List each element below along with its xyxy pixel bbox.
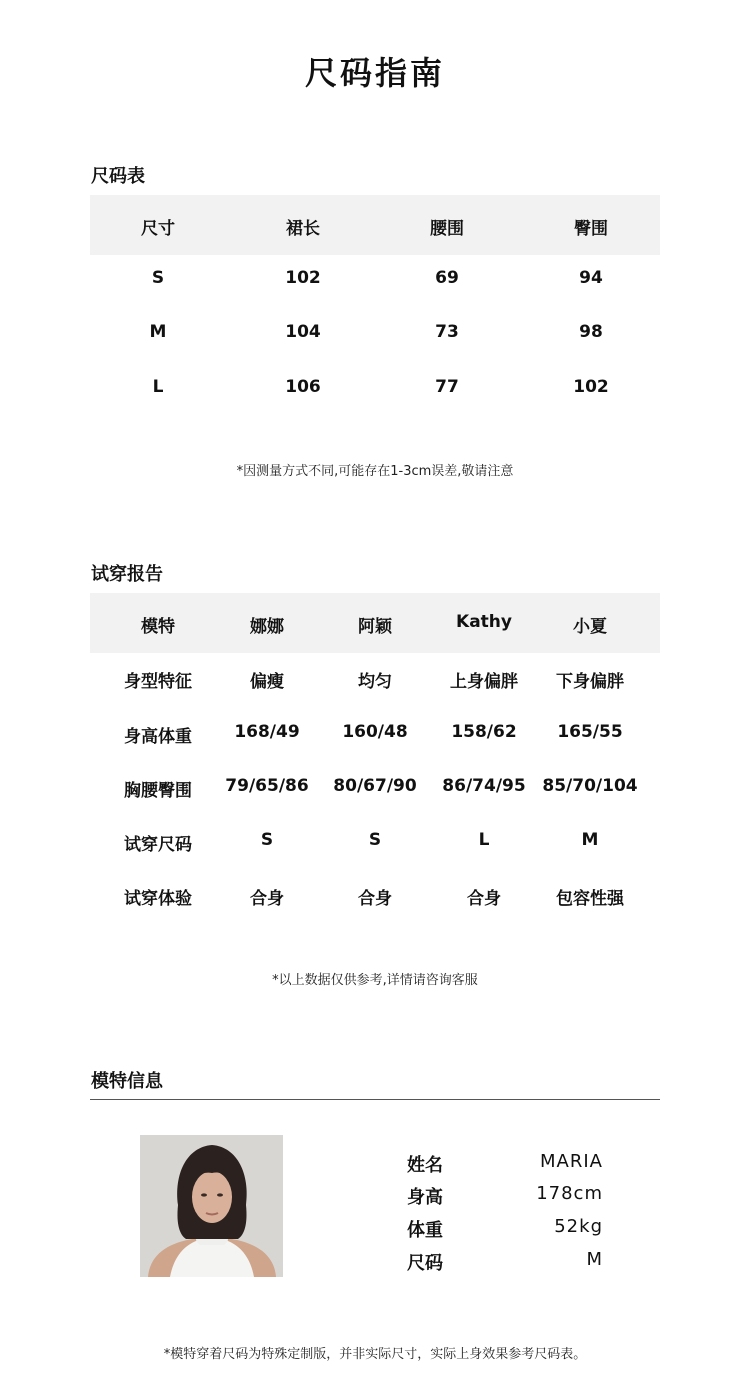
model-field-value: 178cm xyxy=(536,1183,603,1204)
size-chart-cell: 106 xyxy=(285,377,321,397)
size-chart-cell: 102 xyxy=(285,268,321,288)
fit-report-title: 试穿报告 xyxy=(91,564,163,585)
model-field-value: MARIA xyxy=(540,1151,603,1172)
fit-report-cell: 合身 xyxy=(358,889,392,909)
size-chart-cell: 104 xyxy=(285,322,321,342)
fit-report-cell: S xyxy=(368,830,382,850)
fit-report-cell: M xyxy=(581,830,599,850)
size-chart-title: 尺码表 xyxy=(91,166,145,187)
fit-report-header-cell: Kathy xyxy=(456,612,512,632)
size-chart-cell: M xyxy=(149,322,167,342)
fit-report-cell: 158/62 xyxy=(451,722,517,742)
size-chart-cell: S xyxy=(151,268,165,288)
size-chart-cell: 69 xyxy=(435,268,459,288)
size-chart-cell: 73 xyxy=(435,322,459,342)
fit-report-cell: S xyxy=(260,830,274,850)
fit-report-cell: 包容性强 xyxy=(556,889,624,909)
fit-report-cell: 160/48 xyxy=(342,722,408,742)
fit-report-header-cell: 娜娜 xyxy=(250,617,284,637)
fit-report-cell: 偏瘦 xyxy=(250,672,284,692)
model-info-note: *模特穿着尺码为特殊定制版，并非实际尺寸，实际上身效果参考尺码表。 xyxy=(163,1347,587,1362)
model-field-value: M xyxy=(586,1249,603,1270)
fit-report-cell: 86/74/95 xyxy=(442,776,526,796)
fit-report-cell: 试穿体验 xyxy=(124,889,192,909)
fit-report-header-cell: 模特 xyxy=(141,617,175,637)
size-chart-cell: L xyxy=(152,377,164,397)
size-chart-header-cell: 臀围 xyxy=(574,219,608,239)
size-chart-header-cell: 尺寸 xyxy=(141,219,175,239)
fit-report-cell: 79/65/86 xyxy=(225,776,309,796)
fit-report-cell: 上身偏胖 xyxy=(450,672,518,692)
fit-report-cell: 165/55 xyxy=(557,722,623,742)
fit-report-cell: 85/70/104 xyxy=(542,776,638,796)
size-chart-cell: 102 xyxy=(573,377,609,397)
fit-report-header-cell: 小夏 xyxy=(573,617,607,637)
fit-report-cell: 168/49 xyxy=(234,722,300,742)
model-portrait-image xyxy=(140,1135,283,1277)
size-chart-header-cell: 腰围 xyxy=(430,219,464,239)
size-chart-cell: 94 xyxy=(579,268,603,288)
size-chart-header-cell: 裙长 xyxy=(286,219,320,239)
fit-report-header-cell: 阿颖 xyxy=(358,617,392,637)
size-chart-cell: 98 xyxy=(579,322,603,342)
fit-report-cell: 合身 xyxy=(250,889,284,909)
fit-report-cell: 胸腰臀围 xyxy=(124,781,192,801)
fit-report-cell: 下身偏胖 xyxy=(556,672,624,692)
fit-report-cell: 身型特征 xyxy=(124,672,192,692)
fit-report-note: *以上数据仅供参考,详情请咨询客服 xyxy=(272,973,478,988)
fit-report-cell: 试穿尺码 xyxy=(124,835,192,855)
model-field-value: 52kg xyxy=(554,1216,603,1237)
fit-report-cell: 均匀 xyxy=(358,672,392,692)
model-info-divider xyxy=(90,1099,660,1100)
page-title: 尺码指南 xyxy=(304,54,445,92)
model-photo xyxy=(140,1135,283,1277)
model-field-label: 姓名 xyxy=(407,1155,443,1176)
fit-report-cell: 身高体重 xyxy=(124,727,192,747)
model-field-label: 身高 xyxy=(407,1187,443,1208)
fit-report-cell: 合身 xyxy=(467,889,501,909)
model-field-label: 体重 xyxy=(407,1220,443,1241)
model-info-title: 模特信息 xyxy=(91,1071,163,1092)
model-field-label: 尺码 xyxy=(407,1253,443,1274)
size-chart-cell: 77 xyxy=(435,377,459,397)
fit-report-cell: L xyxy=(478,830,490,850)
fit-report-cell: 80/67/90 xyxy=(333,776,417,796)
size-chart-note: *因测量方式不同,可能存在1-3cm误差,敬请注意 xyxy=(236,464,514,479)
